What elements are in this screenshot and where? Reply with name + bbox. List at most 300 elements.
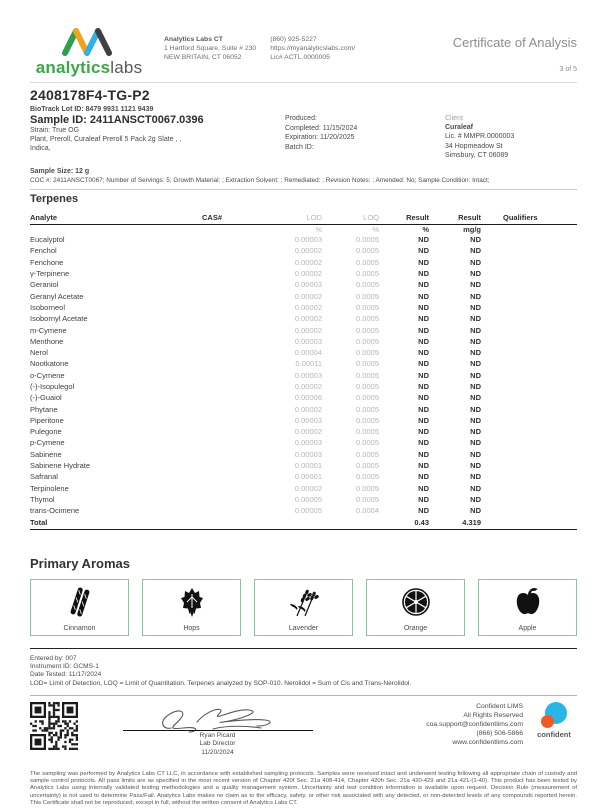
cinnamon-icon bbox=[65, 586, 95, 623]
cell-res_pct: ND bbox=[418, 336, 429, 346]
col-cas: CAS# bbox=[202, 213, 264, 225]
cell-lod: 0.00003 bbox=[294, 370, 322, 380]
cell-res_pct: ND bbox=[418, 314, 429, 324]
cell-lod: 0.00001 bbox=[294, 472, 322, 482]
cell-qual bbox=[481, 370, 577, 381]
cell-analyte: Isoborneol bbox=[30, 302, 66, 312]
cell-analyte: Phytane bbox=[30, 404, 58, 414]
cell-loq: 0.0005 bbox=[356, 325, 379, 335]
cell-qual bbox=[481, 290, 577, 301]
table-row bbox=[30, 370, 577, 381]
cell-analyte: (-)-Isopulegol bbox=[30, 382, 75, 391]
cell-res_pct: ND bbox=[418, 449, 429, 459]
date-tested: Date Tested: 11/17/2024 bbox=[30, 671, 102, 679]
cell-res_pct: ND bbox=[418, 302, 429, 312]
cell-loq: 0.0005 bbox=[356, 461, 379, 471]
cell-loq: 0.0005 bbox=[356, 336, 379, 346]
table-row bbox=[30, 245, 577, 256]
signature-block bbox=[90, 702, 345, 757]
cell-res_pct: ND bbox=[418, 348, 429, 358]
cell-cas bbox=[202, 324, 264, 335]
cell-res_mgg: ND bbox=[470, 370, 481, 380]
analytics-labs-logo-icon bbox=[61, 26, 117, 56]
cell-qual bbox=[481, 505, 577, 516]
cell-lod: 0.00002 bbox=[294, 269, 322, 279]
cell-cas bbox=[202, 403, 264, 414]
lab-address2: NEW BRITAIN, CT 06052 bbox=[164, 54, 242, 61]
table-row bbox=[30, 426, 577, 437]
unit-result-pct: % bbox=[422, 224, 429, 234]
cell-lod: 0.00003 bbox=[294, 280, 322, 290]
document-title: Certificate of Analysis bbox=[452, 35, 577, 50]
cell-loq: 0.0005 bbox=[356, 393, 379, 403]
cell-lod: 0.00002 bbox=[294, 302, 322, 312]
cell-lod: 0.00005 bbox=[294, 494, 322, 504]
terpenes-total-row bbox=[30, 516, 577, 529]
sample-size: Sample Size: 12 g bbox=[30, 167, 90, 175]
table-row bbox=[30, 505, 577, 516]
cell-cas bbox=[202, 415, 264, 426]
sample-description: Plant, Preroll, Curaleaf Preroll 5 Pack 2g Slate , , bbox=[30, 136, 182, 143]
cell-qual bbox=[481, 257, 577, 268]
lab-website: https://myanalyticslabs.com/ bbox=[270, 45, 356, 52]
cell-res_mgg: ND bbox=[470, 291, 481, 301]
cell-analyte: (-)-Guaiol bbox=[30, 393, 62, 403]
cell-analyte: p-Cymene bbox=[30, 438, 65, 448]
cell-cas bbox=[202, 234, 264, 245]
cell-loq: 0.0005 bbox=[356, 280, 379, 290]
col-result-mgg: Result bbox=[429, 213, 481, 225]
signer-date: 11/20/2024 bbox=[201, 748, 234, 756]
cell-res_pct: ND bbox=[418, 246, 429, 256]
total-result-pct: 0.43 bbox=[379, 516, 429, 529]
cell-res_pct: ND bbox=[418, 494, 429, 504]
cell-res_pct: ND bbox=[418, 438, 429, 448]
cell-res_pct: ND bbox=[418, 269, 429, 279]
cell-lod: 0.00002 bbox=[294, 404, 322, 414]
cell-res_pct: ND bbox=[418, 325, 429, 335]
cell-qual bbox=[481, 460, 577, 471]
cell-analyte: Safranal bbox=[30, 472, 58, 482]
header bbox=[30, 26, 577, 78]
cell-res_mgg: ND bbox=[470, 382, 481, 391]
aroma-card-apple bbox=[478, 579, 577, 636]
col-lod: LOD bbox=[264, 213, 322, 225]
cell-qual bbox=[481, 403, 577, 414]
cell-res_mgg: ND bbox=[470, 506, 481, 516]
lod-loq-note: LOD= Limit of Detection, LOQ = Limit of Quantitation. Terpenes analyzed by SOP-010. Nerolidol = Sum of Cis and Trans-Nerolidol. bbox=[30, 679, 412, 687]
table-row bbox=[30, 494, 577, 505]
cell-res_mgg: ND bbox=[470, 427, 481, 437]
cell-lod: 0.00011 bbox=[295, 359, 322, 369]
cell-res_mgg: ND bbox=[470, 404, 481, 414]
col-analyte: Analyte bbox=[30, 213, 202, 225]
cell-qual bbox=[481, 392, 577, 403]
table-row bbox=[30, 336, 577, 347]
cell-lod: 0.00002 bbox=[294, 427, 322, 437]
table-row bbox=[30, 313, 577, 324]
lims-website: www.confidentlims.com bbox=[452, 738, 523, 746]
cell-res_pct: ND bbox=[418, 382, 429, 391]
completed-date: Completed: 11/15/2024 bbox=[285, 124, 358, 132]
cell-analyte: Terpinolene bbox=[30, 483, 69, 493]
signer-name: Ryan Picard bbox=[199, 731, 236, 739]
sample-dates-column bbox=[285, 114, 445, 161]
cell-analyte: Eucalyptol bbox=[30, 235, 65, 245]
lab-phone: (860) 925-5227 bbox=[270, 36, 317, 43]
aroma-label: Orange bbox=[403, 624, 428, 632]
cell-res_mgg: ND bbox=[470, 257, 481, 267]
cell-analyte: γ-Terpinene bbox=[30, 269, 70, 279]
terpenes-divider bbox=[30, 189, 577, 190]
batch-id-label: Batch ID: bbox=[285, 143, 314, 151]
cell-res_pct: ND bbox=[418, 461, 429, 471]
page-number: 3 of 5 bbox=[559, 66, 577, 73]
aroma-label: Lavender bbox=[288, 624, 319, 632]
cell-cas bbox=[202, 471, 264, 482]
cell-loq: 0.0005 bbox=[356, 302, 379, 312]
cell-cas bbox=[202, 347, 264, 358]
cell-res_mgg: ND bbox=[470, 235, 481, 245]
cell-loq: 0.0005 bbox=[356, 257, 379, 267]
lims-info bbox=[345, 702, 523, 747]
table-row bbox=[30, 302, 577, 313]
cell-loq: 0.0005 bbox=[356, 246, 379, 256]
terpenes-units-row bbox=[30, 224, 577, 234]
cell-res_mgg: ND bbox=[470, 325, 481, 335]
cell-qual bbox=[481, 381, 577, 392]
cell-lod: 0.00003 bbox=[294, 235, 322, 245]
cell-qual bbox=[481, 437, 577, 448]
cell-lod: 0.00003 bbox=[294, 336, 322, 346]
cell-qual bbox=[481, 313, 577, 324]
lims-email: coa.support@confidentlims.com bbox=[426, 720, 523, 728]
cell-loq: 0.0005 bbox=[356, 291, 379, 301]
table-row bbox=[30, 381, 577, 392]
cell-res_mgg: ND bbox=[470, 438, 481, 448]
cell-cas bbox=[202, 437, 264, 448]
cell-lod: 0.00006 bbox=[294, 393, 322, 403]
cell-loq: 0.0005 bbox=[356, 314, 379, 324]
lab-info bbox=[164, 26, 256, 62]
cell-analyte: Thymol bbox=[30, 494, 55, 504]
cell-res_mgg: ND bbox=[470, 461, 481, 471]
cell-res_mgg: ND bbox=[470, 348, 481, 358]
cell-loq: 0.0005 bbox=[356, 235, 379, 245]
lims-name: Confident LIMS bbox=[476, 702, 523, 710]
cell-res_pct: ND bbox=[418, 280, 429, 290]
table-row bbox=[30, 290, 577, 301]
table-row bbox=[30, 483, 577, 494]
cell-analyte: Sabinene Hydrate bbox=[30, 461, 91, 471]
sample-lot-title: 2408178F4-TG-P2 bbox=[30, 87, 150, 103]
cell-res_pct: ND bbox=[418, 427, 429, 437]
cell-res_pct: ND bbox=[418, 235, 429, 245]
brand-secondary: labs bbox=[110, 58, 143, 77]
sample-info-grid bbox=[30, 114, 577, 161]
cell-cas bbox=[202, 505, 264, 516]
cell-cas bbox=[202, 302, 264, 313]
cell-res_pct: ND bbox=[418, 370, 429, 380]
cell-analyte: m-Cymene bbox=[30, 325, 67, 335]
aroma-card-cinnamon bbox=[30, 579, 129, 636]
cell-res_mgg: ND bbox=[470, 359, 481, 369]
cell-cas bbox=[202, 313, 264, 324]
cell-analyte: Fenchone bbox=[30, 257, 64, 267]
cell-lod: 0.00001 bbox=[294, 461, 322, 471]
cell-qual bbox=[481, 415, 577, 426]
cell-loq: 0.0005 bbox=[356, 404, 379, 414]
qr-code-wrap bbox=[30, 702, 90, 755]
expiration-date: Expiration: 11/20/2025 bbox=[285, 134, 355, 141]
cell-lod: 0.00002 bbox=[294, 382, 322, 391]
col-qualifiers: Qualifiers bbox=[481, 213, 577, 225]
cell-analyte: Piperitone bbox=[30, 415, 64, 425]
cell-res_mgg: ND bbox=[470, 393, 481, 403]
cell-qual bbox=[481, 483, 577, 494]
total-label: Total bbox=[30, 516, 202, 529]
table-row bbox=[30, 471, 577, 482]
cell-lod: 0.00002 bbox=[294, 291, 322, 301]
cell-qual bbox=[481, 449, 577, 460]
cell-qual bbox=[481, 494, 577, 505]
cell-loq: 0.0005 bbox=[356, 449, 379, 459]
table-row bbox=[30, 347, 577, 358]
cell-analyte: Nootkatone bbox=[30, 359, 69, 369]
cell-qual bbox=[481, 336, 577, 347]
cell-lod: 0.00004 bbox=[294, 348, 322, 358]
unit-loq: % bbox=[372, 224, 379, 234]
signer-title: Lab Director bbox=[199, 740, 236, 748]
cell-lod: 0.00002 bbox=[294, 325, 322, 335]
cell-analyte: Sabinene bbox=[30, 449, 62, 459]
lab-contact bbox=[270, 26, 355, 62]
aroma-card-lavender bbox=[254, 579, 353, 636]
cell-lod: 0.00003 bbox=[294, 438, 322, 448]
cell-cas bbox=[202, 257, 264, 268]
legal-disclaimer: The sampling was performed by Analytics Labs CT LLC, in accordance with established sampling protocols. Samples were received intact and underwent testing following all appropriate chain of custody and sample control protocols. All pass limits are as specified in the most recent version of Chapter 420f Sec. 21a 408-414, Chapter 420h Sec. 21a 420-429 and 21a 421-(1-40). This product has been tested by Analytics Labs using internally validated testing methodologies and a quality management system. Uncertainty and test condition information is available upon request. Decision Rule (measurement of uncertainty) is not used to determine Pass/Fail. Analytics Labs makes no claim as to the efficacy, safety, or other risk associated with any detected, or non-detected levels of any compounds reported herein. This Certificate shall not be reproduced, except in full, without the written consent of Analytics Labs CT. bbox=[30, 770, 577, 807]
cell-cas bbox=[202, 290, 264, 301]
cell-res_mgg: ND bbox=[470, 314, 481, 324]
col-loq: LOQ bbox=[322, 213, 379, 225]
cell-res_mgg: ND bbox=[470, 449, 481, 459]
cell-analyte: Geraniol bbox=[30, 280, 59, 290]
cell-cas bbox=[202, 460, 264, 471]
cell-loq: 0.0005 bbox=[356, 370, 379, 380]
cell-cas bbox=[202, 392, 264, 403]
cell-lod: 0.00003 bbox=[294, 415, 322, 425]
aromas-bottom-divider bbox=[30, 648, 577, 649]
cell-cas bbox=[202, 336, 264, 347]
table-row bbox=[30, 234, 577, 245]
cell-res_mgg: ND bbox=[470, 415, 481, 425]
cell-lod: 0.00002 bbox=[294, 314, 322, 324]
aromas-row bbox=[30, 579, 577, 636]
cell-analyte: Menthone bbox=[30, 336, 64, 346]
cell-cas bbox=[202, 426, 264, 437]
terpenes-header-row bbox=[30, 213, 577, 225]
signature-row bbox=[30, 702, 577, 757]
lavender-icon bbox=[287, 586, 321, 623]
orange-icon bbox=[400, 586, 432, 623]
cell-loq: 0.0005 bbox=[356, 348, 379, 358]
apple-icon bbox=[513, 586, 543, 623]
cell-cas bbox=[202, 494, 264, 505]
table-row bbox=[30, 392, 577, 403]
cell-analyte: Isobornyl Acetate bbox=[30, 314, 88, 324]
cell-analyte: o-Cymene bbox=[30, 370, 65, 380]
cell-res_mgg: ND bbox=[470, 246, 481, 256]
cell-cas bbox=[202, 449, 264, 460]
terpenes-table-body bbox=[30, 234, 577, 516]
cell-res_pct: ND bbox=[418, 257, 429, 267]
cell-lod: 0.00002 bbox=[294, 246, 322, 256]
cell-qual bbox=[481, 234, 577, 245]
sample-category: Indica, bbox=[30, 145, 51, 152]
cell-qual bbox=[481, 245, 577, 256]
cell-analyte: Geranyl Acetate bbox=[30, 291, 84, 301]
cell-loq: 0.0005 bbox=[356, 472, 379, 482]
cell-cas bbox=[202, 370, 264, 381]
table-row bbox=[30, 403, 577, 414]
cell-cas bbox=[202, 381, 264, 392]
total-result-mgg: 4.319 bbox=[429, 516, 481, 529]
cell-res_mgg: ND bbox=[470, 336, 481, 346]
aroma-card-orange bbox=[366, 579, 465, 636]
cell-qual bbox=[481, 302, 577, 313]
brand-logo bbox=[30, 26, 148, 78]
lab-license: Lic# ACTL.0000005 bbox=[270, 54, 330, 61]
confident-logo-wrap bbox=[531, 702, 577, 739]
sample-left-column bbox=[30, 114, 285, 161]
cell-lod: 0.00005 bbox=[294, 506, 322, 516]
aroma-card-hops bbox=[142, 579, 241, 636]
cell-cas bbox=[202, 279, 264, 290]
confident-logo-text: confident bbox=[537, 729, 571, 739]
cell-loq: 0.0005 bbox=[356, 427, 379, 437]
client-label: Client bbox=[445, 115, 463, 122]
aroma-label: Cinnamon bbox=[63, 624, 96, 632]
aromas-section-title: Primary Aromas bbox=[30, 555, 130, 571]
cell-cas bbox=[202, 483, 264, 494]
sample-id: Sample ID: 2411ANSCT0067.0396 bbox=[30, 114, 204, 126]
brand-wordmark bbox=[36, 58, 143, 78]
cell-res_pct: ND bbox=[418, 291, 429, 301]
cell-loq: 0.0005 bbox=[356, 438, 379, 448]
lab-name: Analytics Labs CT bbox=[164, 36, 223, 43]
cell-lod: 0.00003 bbox=[294, 449, 322, 459]
footer-meta bbox=[30, 655, 577, 688]
cell-res_mgg: ND bbox=[470, 269, 481, 279]
cell-cas bbox=[202, 245, 264, 256]
cell-cas bbox=[202, 358, 264, 369]
cell-cas bbox=[202, 268, 264, 279]
table-row bbox=[30, 279, 577, 290]
cell-loq: 0.0005 bbox=[356, 415, 379, 425]
cell-loq: 0.0005 bbox=[356, 483, 379, 493]
cell-analyte: trans-Ocimene bbox=[30, 506, 80, 516]
table-row bbox=[30, 257, 577, 268]
confident-lims-icon bbox=[541, 702, 567, 728]
signature-line bbox=[123, 730, 313, 731]
cell-res_mgg: ND bbox=[470, 280, 481, 290]
cell-lod: 0.00002 bbox=[294, 257, 322, 267]
cell-loq: 0.0004 bbox=[356, 506, 379, 516]
cell-res_mgg: ND bbox=[470, 302, 481, 312]
cell-qual bbox=[481, 279, 577, 290]
aroma-label: Apple bbox=[518, 624, 537, 632]
unit-lod: % bbox=[315, 224, 322, 234]
cell-res_pct: ND bbox=[418, 404, 429, 414]
cell-res_pct: ND bbox=[418, 506, 429, 516]
table-row bbox=[30, 268, 577, 279]
cell-res_pct: ND bbox=[418, 415, 429, 425]
table-row bbox=[30, 460, 577, 471]
table-row bbox=[30, 415, 577, 426]
col-result-pct: Result bbox=[379, 213, 429, 225]
cell-loq: 0.0005 bbox=[356, 269, 379, 279]
coa-title-block bbox=[453, 26, 577, 73]
cell-qual bbox=[481, 268, 577, 279]
cell-qual bbox=[481, 426, 577, 437]
unit-result-mgg: mg/g bbox=[463, 224, 481, 234]
cell-res_pct: ND bbox=[418, 393, 429, 403]
client-license: Lic. # MMPR.0000003 bbox=[445, 133, 515, 140]
cell-analyte: Nerol bbox=[30, 348, 48, 358]
client-name: Curaleaf bbox=[445, 124, 474, 131]
terpenes-table bbox=[30, 213, 577, 530]
table-row bbox=[30, 324, 577, 335]
cell-lod: 0.00002 bbox=[294, 483, 322, 493]
lab-address1: 1 Hartford Square, Suite # 230 bbox=[164, 45, 257, 52]
footer-divider bbox=[30, 695, 577, 696]
terpenes-section-title: Terpenes bbox=[30, 192, 79, 205]
brand-primary: analytics bbox=[35, 58, 111, 77]
header-divider bbox=[30, 82, 577, 83]
lims-rights: All Rights Reserved bbox=[463, 711, 523, 719]
table-row bbox=[30, 437, 577, 448]
cell-loq: 0.0005 bbox=[356, 382, 379, 391]
cell-qual bbox=[481, 324, 577, 335]
coc-details: COC #: 2411ANSCT0067; Number of Servings: 5; Growth Material: ; Extraction Solvent: ; Remediated: ; Revision Notes: ; Amended: No; Sample Condition: Intact; bbox=[30, 176, 490, 184]
cell-qual bbox=[481, 471, 577, 482]
cell-res_mgg: ND bbox=[470, 494, 481, 504]
cell-analyte: Pulegone bbox=[30, 427, 62, 437]
cell-res_pct: ND bbox=[418, 472, 429, 482]
cell-loq: 0.0005 bbox=[356, 494, 379, 504]
hops-icon bbox=[177, 586, 207, 623]
client-address1: 34 Hopmeadow St bbox=[445, 142, 503, 150]
aroma-label: Hops bbox=[183, 624, 200, 632]
entered-by: Entered by: 007 bbox=[30, 654, 77, 662]
produced-label: Produced: bbox=[285, 115, 317, 122]
sample-strain: Strain: True OG bbox=[30, 127, 80, 134]
qr-code bbox=[30, 702, 78, 750]
biotrack-lot-id: BioTrack Lot ID: 8479 9931 1121 9439 bbox=[30, 106, 154, 113]
table-row bbox=[30, 449, 577, 460]
cell-analyte: Fenchol bbox=[30, 246, 57, 256]
cell-res_pct: ND bbox=[418, 483, 429, 493]
cell-res_mgg: ND bbox=[470, 472, 481, 482]
cell-qual bbox=[481, 358, 577, 369]
cell-res_mgg: ND bbox=[470, 483, 481, 493]
cell-loq: 0.0005 bbox=[356, 359, 379, 369]
cell-qual bbox=[481, 347, 577, 358]
lims-phone: (866) 506-5866 bbox=[476, 729, 523, 737]
cell-res_pct: ND bbox=[418, 359, 429, 369]
client-address2: Simsbury, CT 06089 bbox=[445, 152, 509, 159]
table-row bbox=[30, 358, 577, 369]
